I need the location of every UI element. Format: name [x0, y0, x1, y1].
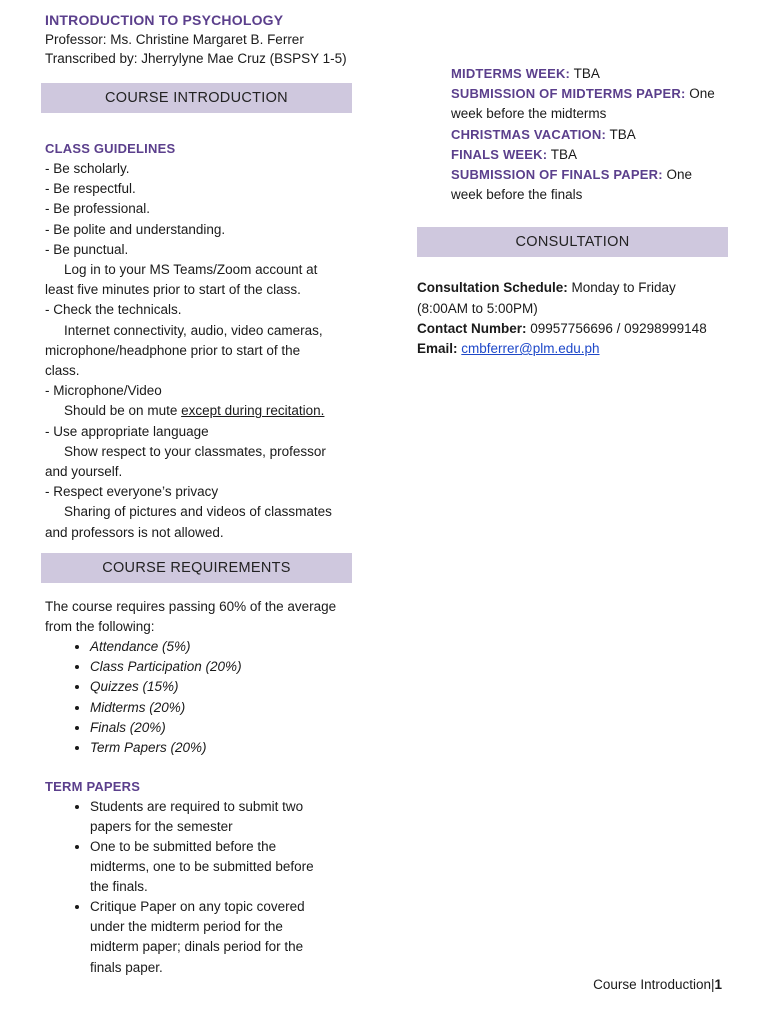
left-column: [45, 10, 365, 978]
submission-midterms: [451, 84, 729, 104]
submission-midterms-label: SUBMISSION OF MIDTERMS PAPER:: [451, 86, 686, 102]
term-paper-line: under the midterm period for the: [90, 919, 283, 935]
guideline-line: - Check the technicals.: [45, 302, 182, 318]
email-line: [417, 339, 729, 359]
requirement-item: • Quizzes (15%): [90, 677, 365, 697]
term-paper-line: the finals.: [90, 879, 148, 895]
guideline-text: Should be on mute: [64, 403, 182, 419]
requirement-item: • Finals (20%): [90, 718, 365, 738]
term-paper-line: midterms, one to be submitted before: [90, 859, 314, 875]
class-guidelines-heading: CLASS GUIDELINES: [45, 141, 176, 156]
guideline-line: - Be punctual.: [45, 241, 129, 257]
requirement-item: • Class Participation (20%): [90, 657, 365, 677]
email-link[interactable]: cmbferrer@plm.edu.ph: [461, 341, 600, 357]
transcriber-line: Transcribed by: Jherrylyne Mae Cruz (BSPSY 1-5): [45, 51, 347, 66]
midterms-week-value: TBA: [570, 66, 600, 81]
finals-week-value: TBA: [547, 146, 578, 162]
consultation-schedule-value: Monday to Friday: [567, 280, 676, 296]
submission-finals-value: One: [662, 167, 693, 183]
contact-number: [417, 319, 729, 339]
guideline-line: - Be respectful.: [45, 181, 136, 197]
term-papers-list: [45, 797, 365, 978]
term-paper-line: • Critique Paper on any topic covered: [90, 899, 305, 915]
guideline-line: microphone/headphone prior to start of the: [45, 342, 301, 358]
guideline-line: - Be professional.: [45, 201, 151, 217]
guideline-line: - Be scholarly.: [45, 161, 130, 176]
guideline-line: Show respect to your classmates, professor: [64, 443, 326, 459]
requirements-intro: from the following:: [45, 619, 155, 635]
finals-week: [451, 145, 729, 165]
term-papers-heading: TERM PAPERS: [45, 778, 141, 794]
term-paper-line: papers for the semester: [90, 818, 233, 834]
midterms-week: [451, 64, 729, 84]
page-number: 1: [714, 977, 722, 992]
term-paper-line: midterm paper; dinals period for the: [90, 939, 304, 955]
page-footer: [593, 977, 722, 992]
submission-finals-label: SUBMISSION OF FINALS PAPER:: [451, 167, 663, 183]
midterms-week-label: MIDTERMS WEEK:: [451, 66, 571, 81]
section-course-requirements: COURSE REQUIREMENTS: [41, 553, 352, 583]
guideline-underlined-text: except during recitation.: [181, 403, 325, 419]
term-paper-item: [90, 797, 365, 837]
requirement-item: • Attendance (5%): [90, 637, 365, 657]
guideline-line: - Use appropriate language: [45, 423, 209, 439]
requirements-list: [45, 637, 365, 758]
consultation-schedule: [417, 278, 729, 298]
contact-number-value: 09957756696 / 09298999148: [526, 320, 707, 336]
section-course-introduction: COURSE INTRODUCTION: [41, 83, 352, 113]
guideline-line: least five minutes prior to start of the class.: [45, 282, 301, 298]
guideline-line: Log in to your MS Teams/Zoom account at: [64, 262, 318, 278]
requirement-item: • Term Papers (20%): [90, 738, 365, 758]
term-paper-line: • One to be submitted before the: [90, 839, 277, 855]
requirements-intro: The course requires passing 60% of the average: [45, 598, 337, 614]
term-paper-line: finals paper.: [90, 959, 163, 975]
submission-midterms-value: One: [685, 86, 715, 102]
schedule: [417, 64, 729, 205]
guideline-line: [45, 401, 365, 421]
term-paper-item: [90, 837, 365, 897]
right-column: [417, 64, 729, 359]
course-requirements: [45, 597, 365, 758]
class-guidelines: [45, 139, 365, 543]
christmas-vacation: [451, 125, 729, 145]
guideline-line: class.: [45, 363, 80, 379]
consultation-info: [417, 278, 729, 359]
consultation-schedule-label: Consultation Schedule:: [417, 280, 568, 296]
term-paper-line: • Students are required to submit two: [90, 798, 304, 814]
guideline-line: Internet connectivity, audio, video cameras,: [64, 322, 323, 338]
christmas-vacation-value: TBA: [605, 126, 636, 142]
guideline-line: Sharing of pictures and videos of classmates: [64, 504, 332, 520]
section-consultation: CONSULTATION: [417, 227, 728, 257]
guideline-line: - Respect everyone’s privacy: [45, 484, 219, 500]
professor-line: Professor: Ms. Christine Margaret B. Ferrer: [45, 32, 304, 47]
submission-midterms-cont: week before the midterms: [451, 106, 607, 122]
consultation-hours: (8:00AM to 5:00PM): [417, 300, 538, 316]
submission-finals: [451, 165, 729, 185]
guideline-line: and professors is not allowed.: [45, 524, 224, 540]
christmas-vacation-label: CHRISTMAS VACATION:: [451, 126, 606, 142]
email-label: Email:: [417, 341, 458, 357]
finals-week-label: FINALS WEEK:: [451, 146, 548, 162]
submission-finals-cont: week before the finals: [451, 187, 583, 203]
guideline-line: - Microphone/Video: [45, 383, 162, 399]
requirement-item: • Midterms (20%): [90, 698, 365, 718]
footer-text: Course Introduction|: [593, 977, 715, 992]
term-papers: [45, 777, 365, 978]
guideline-line: and yourself.: [45, 464, 123, 480]
contact-number-label: Contact Number:: [417, 320, 527, 336]
guideline-line: - Be polite and understanding.: [45, 221, 226, 237]
course-title: INTRODUCTION TO PSYCHOLOGY: [45, 12, 284, 28]
term-paper-item: [90, 897, 365, 977]
